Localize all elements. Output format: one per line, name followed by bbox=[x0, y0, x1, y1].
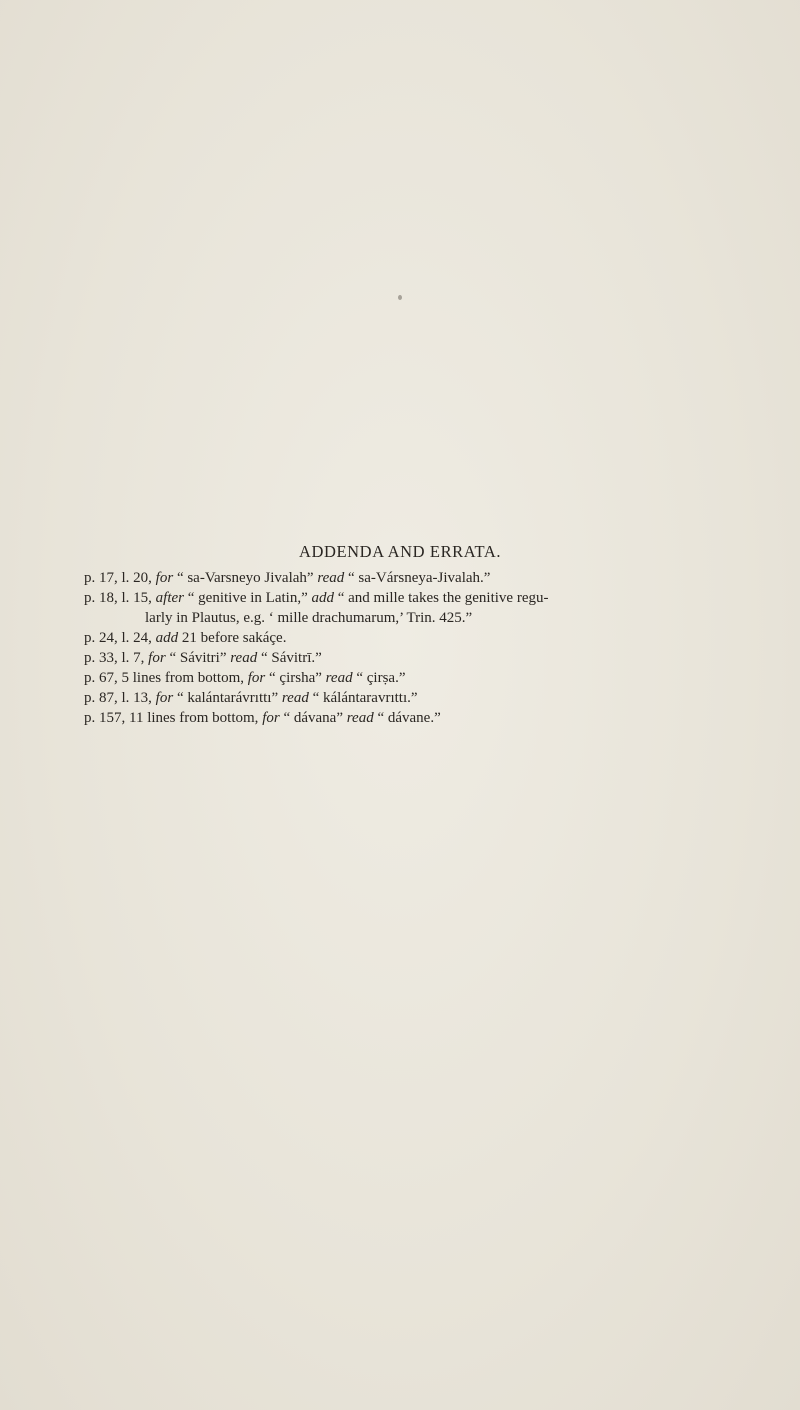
errata-entry bbox=[84, 648, 796, 668]
entry-reference: p. 87, l. 13, bbox=[84, 690, 156, 706]
errata-entry bbox=[84, 688, 796, 708]
entry-text: “ Sávitri” bbox=[165, 650, 231, 666]
errata-list bbox=[84, 568, 796, 728]
entry-reference: p. 17, l. 20, bbox=[84, 570, 156, 586]
entry-keyword: for bbox=[247, 670, 266, 686]
entry-keyword: add bbox=[311, 590, 334, 606]
entry-text: “ çirṣa.” bbox=[352, 670, 406, 686]
entry-keyword: read bbox=[325, 670, 353, 686]
errata-entry bbox=[84, 628, 796, 648]
errata-entry bbox=[84, 588, 796, 628]
entry-keyword: for bbox=[262, 710, 280, 726]
ink-speck bbox=[398, 295, 402, 300]
entry-continuation: larly in Plautus, e.g. ‘ mille drachumarum,’ Trin. 425.” bbox=[145, 610, 473, 626]
entry-keyword: for bbox=[148, 650, 166, 666]
entry-text: “ and mille takes the genitive regu- bbox=[333, 590, 549, 606]
entry-keyword: for bbox=[155, 570, 174, 586]
entry-keyword: read bbox=[230, 650, 258, 666]
entry-text: “ sa-Varsneyo Jivalah” bbox=[173, 570, 318, 586]
entry-keyword: add bbox=[155, 630, 179, 646]
entry-reference: p. 18, l. 15, bbox=[84, 590, 156, 606]
entry-text: “ çirsha” bbox=[265, 670, 326, 686]
entry-text: “ kalántarávrıttı” bbox=[173, 690, 282, 706]
entry-keyword: read bbox=[281, 690, 309, 706]
entry-text: “ kálántaravrıttı.” bbox=[308, 690, 418, 706]
entry-keyword: read bbox=[317, 570, 345, 586]
errata-entry bbox=[84, 708, 796, 728]
entry-reference: p. 24, l. 24, bbox=[84, 630, 156, 646]
entry-reference: p. 67, 5 lines from bottom, bbox=[84, 670, 248, 686]
entry-reference: p. 157, 11 lines from bottom, bbox=[84, 710, 263, 726]
entry-text: “ Sávitrī.” bbox=[257, 650, 322, 666]
entry-keyword: for bbox=[155, 690, 174, 706]
errata-entry bbox=[84, 568, 796, 588]
entry-keyword: read bbox=[346, 710, 374, 726]
errata-entry bbox=[84, 668, 796, 688]
entry-keyword: after bbox=[155, 590, 185, 606]
entry-text: 21 before sakáçe. bbox=[178, 630, 287, 646]
entry-reference: p. 33, l. 7, bbox=[84, 650, 149, 666]
entry-text: “ dávane.” bbox=[373, 710, 441, 726]
entry-text: “ dávana” bbox=[279, 710, 347, 726]
entry-text: “ sa-Vársneya-Jivalah.” bbox=[344, 570, 491, 586]
page-heading: ADDENDA AND ERRATA. bbox=[298, 542, 502, 561]
entry-text: “ genitive in Latin,” bbox=[184, 590, 312, 606]
